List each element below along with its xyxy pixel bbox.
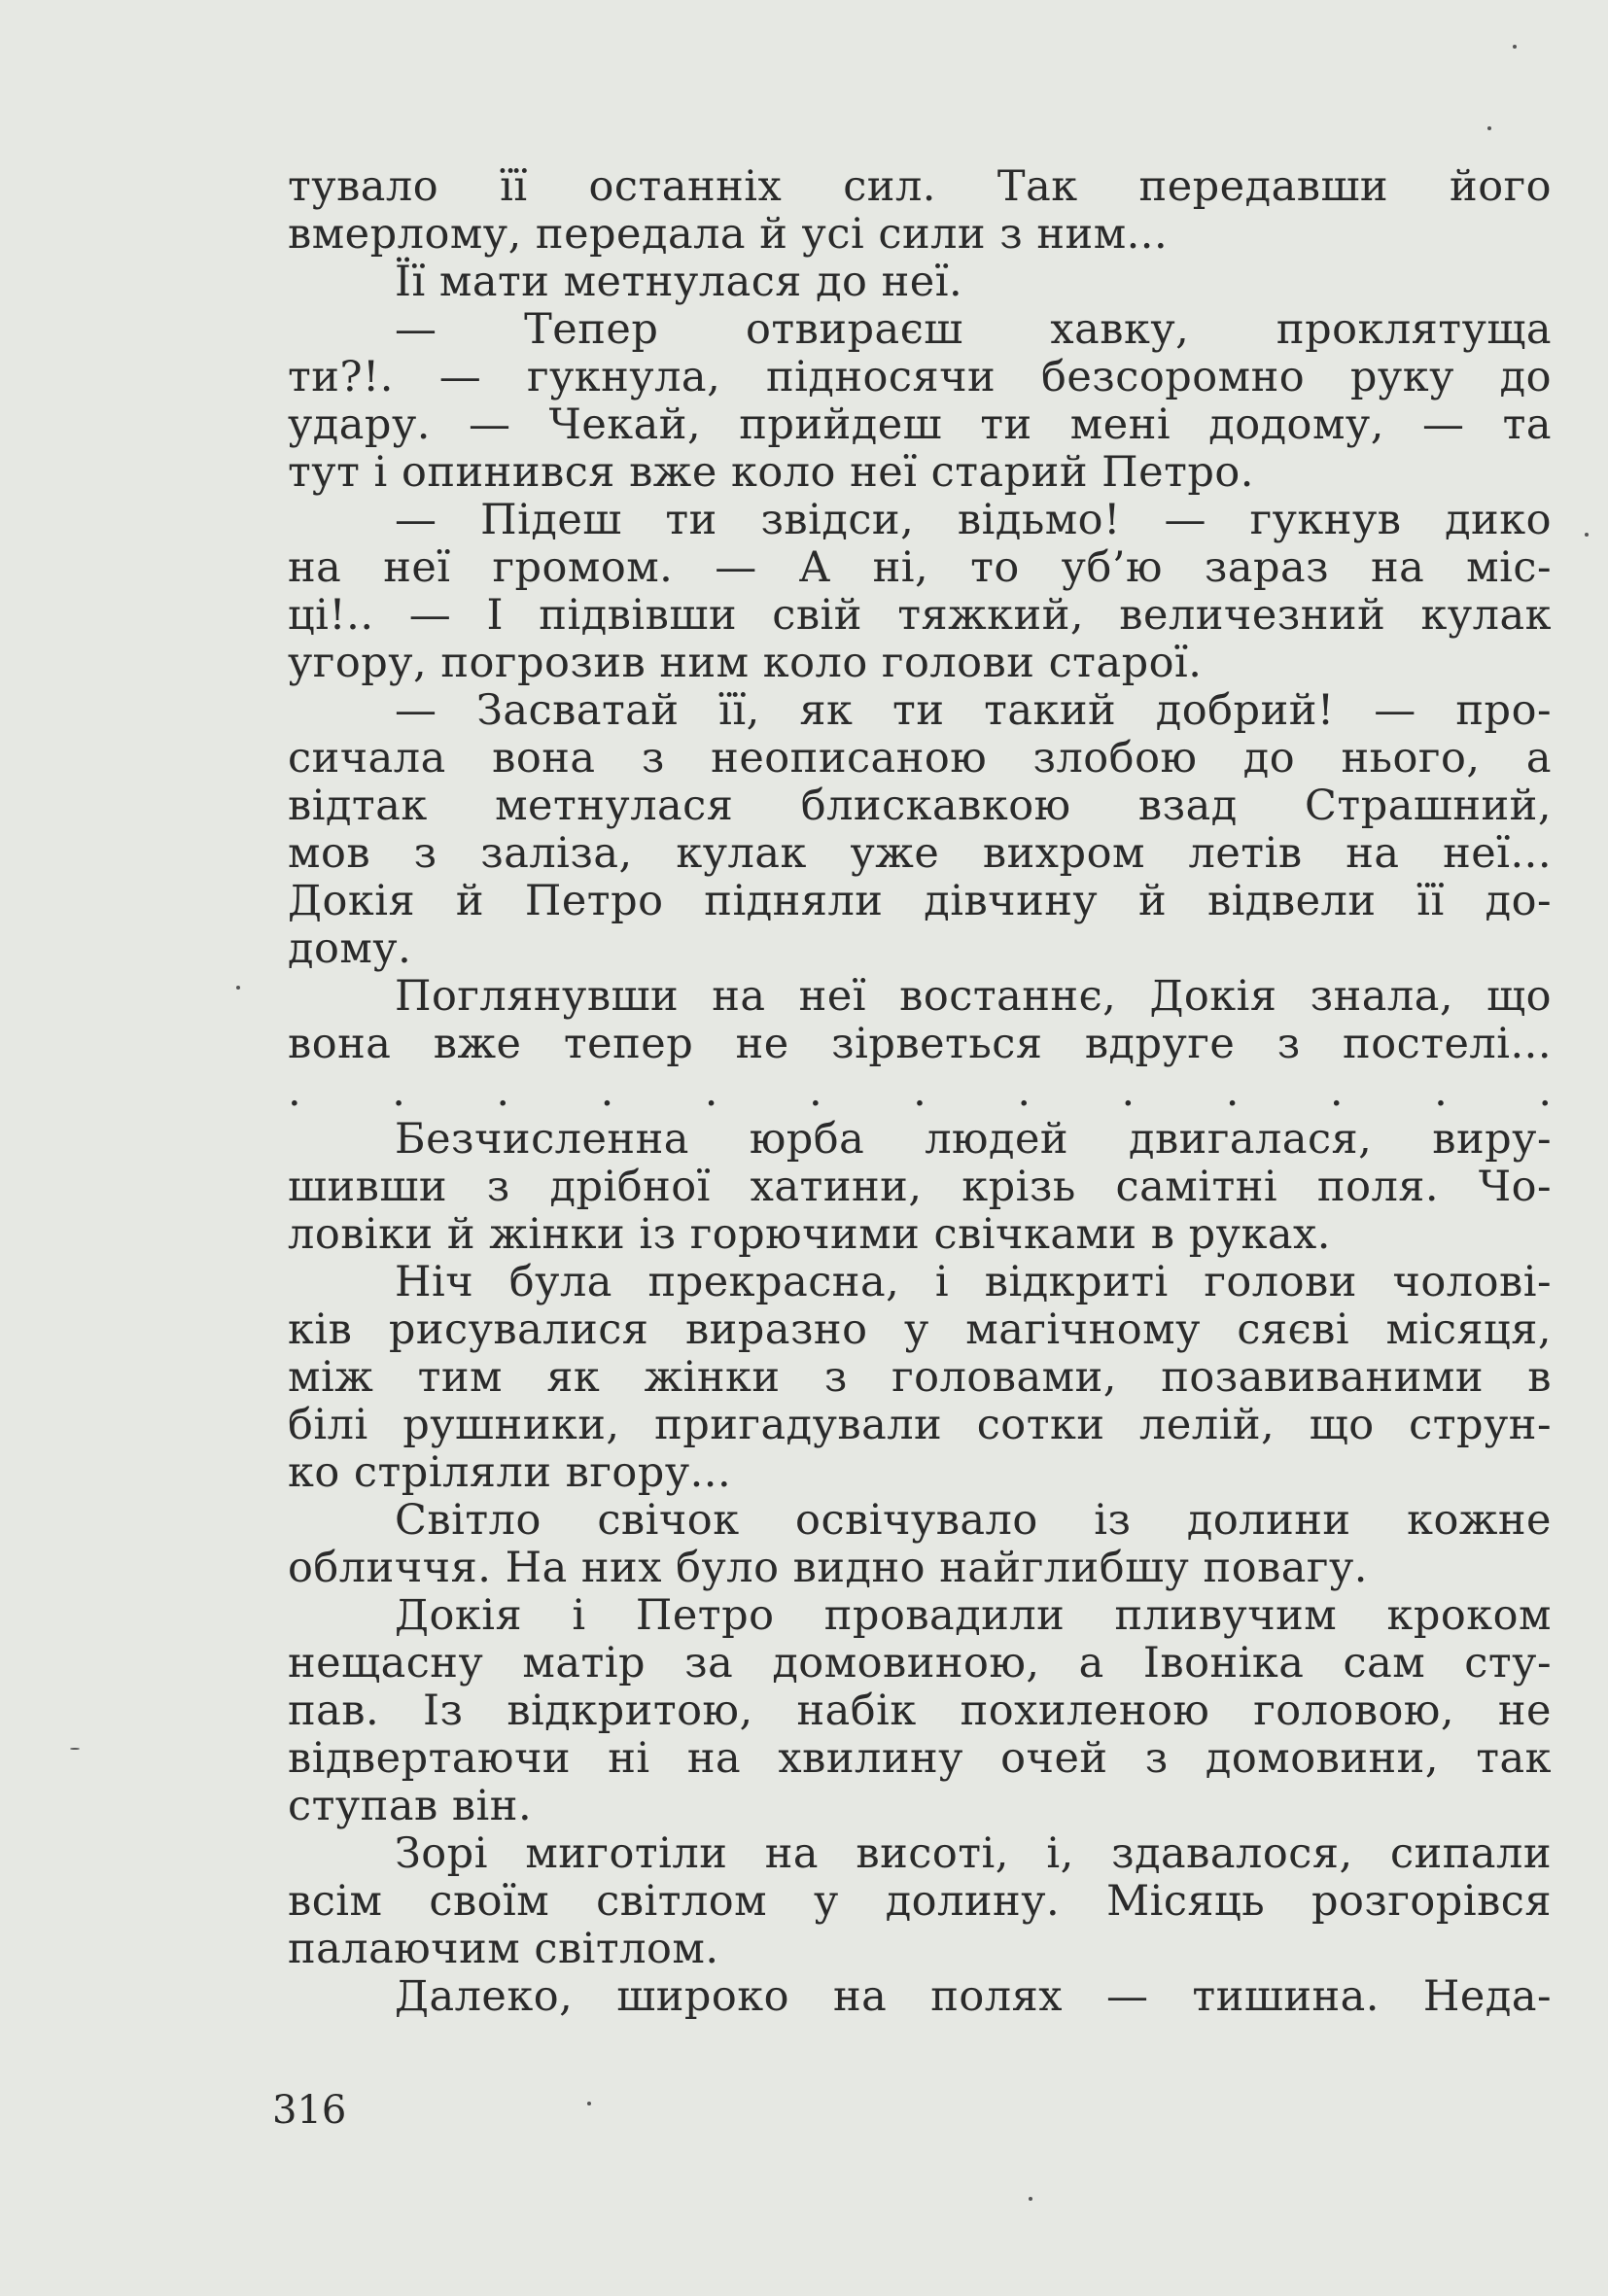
text-line: відтак метнулася блискавкою взад Страшний, bbox=[288, 782, 1552, 830]
text-line: Світло свічок освічувало із долини кожне bbox=[395, 1496, 1552, 1545]
text-line: Докія й Петро підняли дівчину й відвели її до- bbox=[288, 877, 1552, 925]
text-line: сичала вона з неописаною злобою до нього, а bbox=[288, 734, 1552, 783]
text-line: всім своїм світлом у долину. Місяць розгорівся bbox=[288, 1877, 1552, 1926]
text-line: відвертаючи ні на хвилину очей з домовини, так bbox=[288, 1734, 1552, 1783]
text-line: Безчисленна юрба людей двигалася, виру- bbox=[395, 1115, 1552, 1164]
text-line: між тим як жінки з головами, позавиваними в bbox=[288, 1353, 1552, 1402]
text-line: Її мати метнулася до неї. bbox=[395, 258, 963, 306]
page-number: 316 bbox=[272, 2088, 347, 2133]
text-line: . . . . . . . . . . . . . bbox=[288, 1067, 1552, 1116]
text-line: ці!.. — І підвівши свій тяжкий, величезний кулак bbox=[288, 591, 1552, 640]
text-line: на неї громом. — А ні, то уб’ю зараз на міс- bbox=[288, 543, 1552, 592]
text-line: тут і опинився вже коло неї старий Петро. bbox=[288, 448, 1254, 497]
text-line: вона вже тепер не зірветься вдруге з постелі... bbox=[288, 1020, 1552, 1068]
text-line: удару. — Чекай, прийдеш ти мені додому, — та bbox=[288, 400, 1552, 449]
text-line: ступав він. bbox=[288, 1782, 533, 1830]
text-line: угору, погрозив ним коло голови старої. bbox=[288, 639, 1203, 687]
text-line: палаючим світлом. bbox=[288, 1925, 719, 1973]
text-line: пав. Із відкритою, набік похиленою головою, не bbox=[288, 1687, 1552, 1735]
text-line: мов з заліза, кулак уже вихром летів на неї... bbox=[288, 829, 1552, 878]
text-line: Далеко, широко на полях — тишина. Неда- bbox=[395, 1972, 1552, 2021]
text-line: Ніч була прекрасна, і відкриті голови чолові- bbox=[395, 1258, 1552, 1306]
text-line: нещасну матір за домовиною, а Івоніка сам сту- bbox=[288, 1639, 1552, 1687]
text-line: Зорі миготіли на висоті, і, здавалося, сипали bbox=[395, 1829, 1552, 1878]
text-line: ко стріляли вгору... bbox=[288, 1448, 732, 1497]
text-line: — Підеш ти звідси, відьмо! — гукнув дико bbox=[395, 496, 1552, 544]
text-line: Докія і Петро провадили пливучим кроком bbox=[395, 1591, 1552, 1640]
text-line: — Засватай її, як ти такий добрий! — про- bbox=[395, 686, 1552, 735]
page-text bbox=[288, 163, 1552, 2021]
text-line: тувало її останніх сил. Так передавши його bbox=[288, 162, 1552, 211]
text-line: шивши з дрібної хатини, крізь самітні поля. Чо- bbox=[288, 1163, 1552, 1211]
text-line: Поглянувши на неї востаннє, Докія знала, що bbox=[395, 972, 1552, 1021]
text-line: ловіки й жінки із горючими свічками в руках. bbox=[288, 1210, 1331, 1259]
text-line: дому. bbox=[288, 924, 412, 973]
text-line: ти?!. — гукнула, підносячи безсоромно руку до bbox=[288, 353, 1552, 401]
text-line: вмерлому, передала й усі сили з ним... bbox=[288, 210, 1169, 259]
text-line: ків рисувалися виразно у магічному сяєві місяця, bbox=[288, 1305, 1552, 1354]
text-line: — Тепер отвираєш хавку, проклятуща bbox=[395, 305, 1552, 354]
text-line: обличчя. На них було видно найглибшу повагу. bbox=[288, 1544, 1368, 1592]
text-line: білі рушники, пригадували сотки лелій, що струн- bbox=[288, 1401, 1552, 1449]
